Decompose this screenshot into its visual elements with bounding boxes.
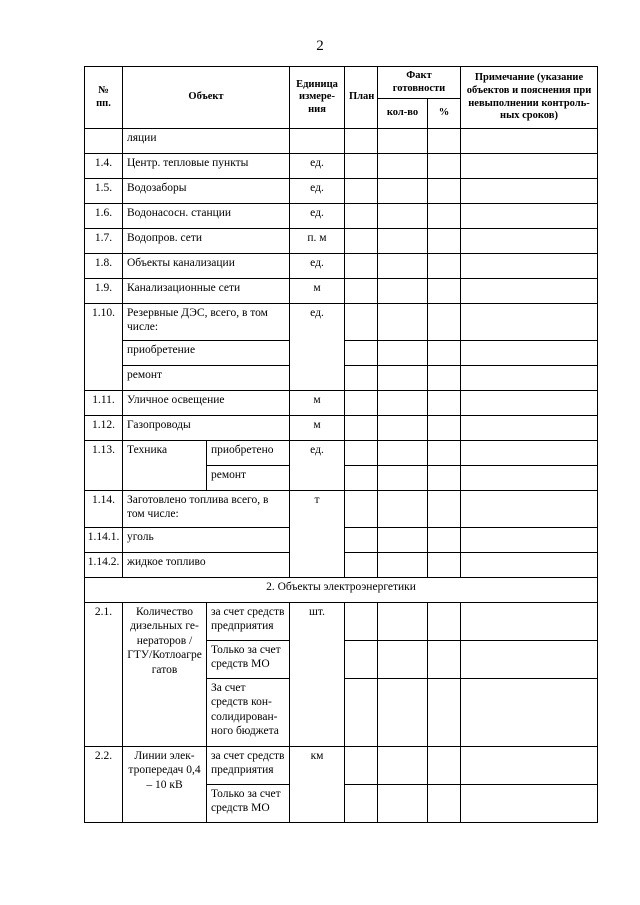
cell-unit: ед. (290, 204, 345, 229)
cell-unit: ед. (290, 154, 345, 179)
section-row (85, 578, 598, 603)
cell-unit: км (290, 747, 345, 823)
cell-unit: м (290, 391, 345, 416)
table-row (85, 254, 598, 279)
cell-object: Количество дизельных ге-нераторов / ГТУ/Котлоагре гатов (123, 603, 207, 747)
header-unit: Единица измере- ния (290, 67, 345, 129)
cell-object-sub: Только за счет средств МО (207, 785, 290, 823)
table-row (85, 491, 598, 528)
page-number: 2 (316, 38, 324, 54)
cell-object: Техника (123, 441, 207, 491)
cell-num: 1.13. (85, 441, 123, 491)
cell-num: 1.12. (85, 416, 123, 441)
cell-num: 1.14. (85, 491, 123, 528)
table-row (85, 416, 598, 441)
cell-object: Водонасосн. станции (123, 204, 290, 229)
cell-num: 1.5. (85, 179, 123, 204)
cell-num: 2.1. (85, 603, 123, 747)
section-title: 2. Объекты электроэнергетики (85, 578, 598, 603)
report-table (84, 66, 598, 823)
table-row (85, 229, 598, 254)
table-row (85, 179, 598, 204)
table-row (85, 747, 598, 785)
cell-num: 1.14.1. (85, 528, 123, 553)
cell-unit: м (290, 416, 345, 441)
cell-num: 1.4. (85, 154, 123, 179)
header-plan: План (345, 67, 378, 129)
header-object: Объект (123, 67, 290, 129)
cell-object: Центр. тепловые пункты (123, 154, 290, 179)
cell-num: 1.6. (85, 204, 123, 229)
header-percent: % (428, 99, 461, 129)
cell-object-sub: ремонт (207, 466, 290, 491)
cell-object-sub: ремонт (123, 366, 290, 391)
cell-unit: ед. (290, 441, 345, 491)
cell-num: 1.8. (85, 254, 123, 279)
table-row (85, 279, 598, 304)
cell-object: жидкое топливо (123, 553, 290, 578)
table-row (85, 154, 598, 179)
cell-unit (290, 129, 345, 154)
header-fact: Факт готовности (378, 67, 461, 99)
cell-object: Газопроводы (123, 416, 290, 441)
cell-object-sub: за счет средств предприятия (207, 603, 290, 641)
table-row (85, 129, 598, 154)
table-row (85, 441, 598, 466)
cell-object-sub: за счет средств предприятия (207, 747, 290, 785)
cell-unit: ед. (290, 179, 345, 204)
cell-unit: ед. (290, 254, 345, 279)
cell-object-sub: приобретено (207, 441, 290, 466)
cell-num: 1.9. (85, 279, 123, 304)
cell-num: 1.10. (85, 304, 123, 391)
table-row (85, 603, 598, 641)
cell-unit: м (290, 279, 345, 304)
table-row (85, 204, 598, 229)
cell-object: уголь (123, 528, 290, 553)
header-note: Примечание (указание объектов и пояснения при невыполнении контроль-ных сроков) (461, 67, 598, 129)
cell-object: ляции (123, 129, 290, 154)
cell-num: 1.7. (85, 229, 123, 254)
cell-object-sub: приобретение (123, 341, 290, 366)
header-num: № пп. (85, 67, 123, 129)
cell-object-sub: Только за счет средств МО (207, 641, 290, 679)
cell-object: Резервные ДЭС, всего, в том числе: (123, 304, 290, 341)
cell-unit: т (290, 491, 345, 578)
cell-num: 1.14.2. (85, 553, 123, 578)
cell-object-sub: За счет средств кон-солидирован-ного бюджета (207, 679, 290, 747)
table-row (85, 391, 598, 416)
table-row (85, 304, 598, 341)
cell-object: Водопров. сети (123, 229, 290, 254)
cell-object: Уличное освещение (123, 391, 290, 416)
cell-object: Заготовлено топлива всего, в том числе: (123, 491, 290, 528)
cell-object: Объекты канализации (123, 254, 290, 279)
cell-unit: шт. (290, 603, 345, 747)
header-qty: кол-во (378, 99, 428, 129)
cell-object: Канализационные сети (123, 279, 290, 304)
cell-object: Водозаборы (123, 179, 290, 204)
cell-num: 1.11. (85, 391, 123, 416)
cell-num: 2.2. (85, 747, 123, 823)
cell-unit: ед. (290, 304, 345, 391)
cell-unit: п. м (290, 229, 345, 254)
cell-object: Линии элек-тропередач 0,4 – 10 кВ (123, 747, 207, 823)
cell-num (85, 129, 123, 154)
